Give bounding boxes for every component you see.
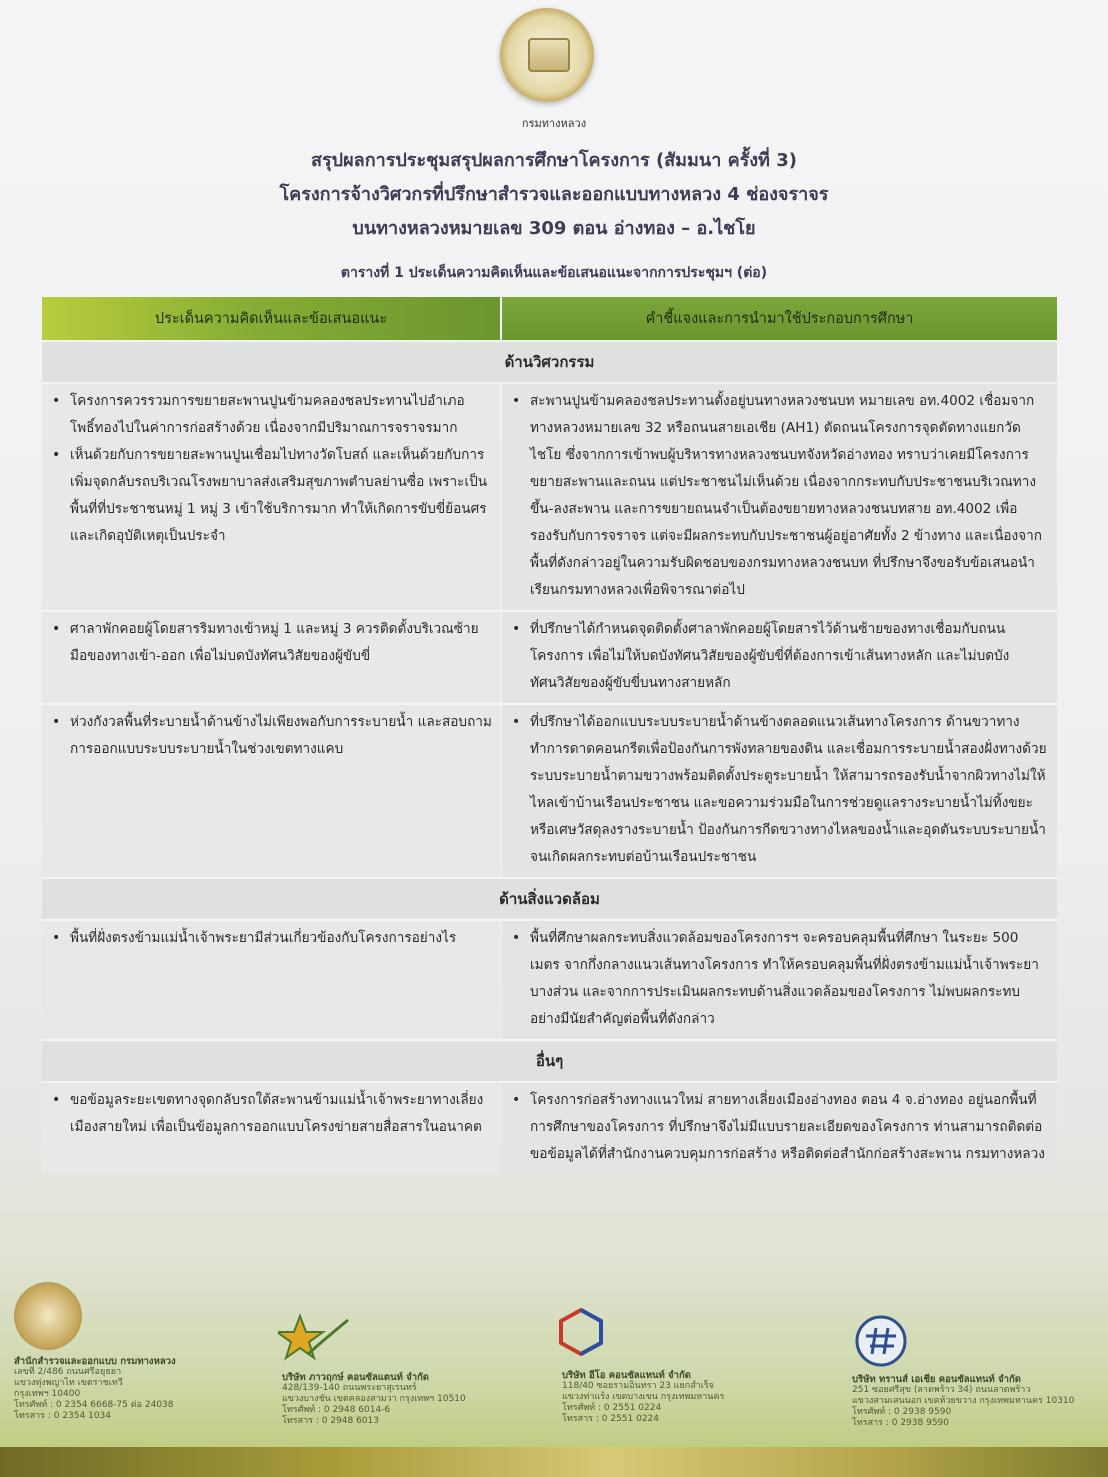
footer-gold-bar [0, 1447, 1108, 1477]
comment-cell [42, 921, 500, 1039]
table-header [42, 297, 1057, 340]
bullet: • [52, 1092, 61, 1108]
table-row [42, 1081, 1057, 1174]
org-name: กรมทางหลวง [521, 117, 587, 130]
company-name: บริษัท อีโอ คอนซัลแทนท์ จำกัด [562, 1370, 691, 1381]
bureau-seal-logo [14, 1282, 82, 1350]
company-name: บริษัท ภาวฤกษ์ คอนซัลแตนท์ จำกัด [282, 1372, 429, 1383]
trans-asia-logo [854, 1314, 908, 1368]
bullet: • [512, 714, 521, 730]
address-line: แขวงทุ่งพญาไท เขตราชเทวี [14, 1378, 123, 1388]
comments-table [42, 297, 1057, 1174]
comment-cell [42, 1083, 500, 1174]
response-cell [502, 705, 1057, 877]
table-row [42, 703, 1057, 877]
phone-line: โทรศัพท์ : 0 2354 6668-75 ต่อ 24038 [14, 1400, 174, 1410]
department-seal-logo [500, 8, 594, 102]
list-item [52, 388, 492, 442]
phone-line: โทรศัพท์ : 0 2938 9590 [852, 1407, 952, 1417]
bullet: • [512, 1092, 521, 1108]
list-item [512, 1087, 1049, 1168]
address-line: 428/139-140 ถนนพระยาสุเรนทร์ [282, 1383, 417, 1393]
consultant-contact [562, 1370, 724, 1425]
table-row [42, 382, 1057, 610]
comment-cell [42, 705, 500, 877]
bullet: • [52, 393, 61, 409]
address-line: เลขที่ 2/486 ถนนศรีอยุธยา [14, 1367, 122, 1377]
fax-line: โทรสาร : 0 2551 0224 [562, 1414, 659, 1424]
bullet: • [52, 447, 61, 463]
comment-text: เห็นด้วยกับการขยายสะพานปูนเชื่อมไปทางวัดโบสถ์ และเห็นด้วยกับการเพิ่มจุดกลับรถบริเวณโรงพยาบาลส่งเสริมสุขภาพตำบลย่านซื่อ เพราะเป็นพื้นที่ที่ประชาชนหมู่ 1 หมู่ 3 เข้าใช้บริการมาก ทำให้เกิดการขับขี่ย้อนศร และเกิดอุบัติเหตุเป็นประจำ [70, 447, 488, 544]
response-text: สะพานปูนข้ามคลองชลประทานตั้งอยู่บนทางหลวงชนบท หมายเลข อท.4002 เชื่อมจากทางหลวงหมายเลข 32 หรือถนนสายเอเชีย (AH1) ตัดถนนโครงการจุดตัดทางแยกวัดไชโย ซึ่งจากการเข้าพบผู้บริหารทางหลวงชนบทจังหวัดอ่างทอง ทราบว่าเคยมีโครงการขยายสะพานและถนน แต่ประชาชนไม่เห็นด้วย เนื่องจากกระทบกับประชาชนบริเวณทางขึ้น-ลงสะพาน และการขยายถนนจำเป็นต้องขยายทางหลวงชนบทสาย อท.4002 เพื่อรองรับกับการจราจร แต่จะมีผลกระทบกับประชาชนผู้อยู่อาศัยทั้ง 2 ข้างทาง และเนื่องจากพื้นที่ดังกล่าวอยู่ในความรับผิดชอบของกรมทางหลวงชนบท ที่ปรึกษาจึงขอรับข้อเสนอนำเรียนกรมทางหลวงเพื่อพิจารณาต่อไป [530, 393, 1043, 598]
list-item [52, 925, 492, 952]
column-header-responses: คำชี้แจงและการนำมาใช้ประกอบการศึกษา [502, 297, 1057, 340]
bullet: • [52, 714, 61, 730]
list-item [512, 925, 1049, 1033]
bureau-contact [14, 1356, 176, 1422]
address-line: แขวงสามเสนนอก เขตห้วยขวาง กรุงเทพมหานคร 10310 [852, 1396, 1075, 1406]
table-row [42, 919, 1057, 1039]
bullet: • [512, 621, 521, 637]
address-line: 251 ซอยศรีสุข (ลาดพร้าว 34) ถนนลาดพร้าว [852, 1385, 1031, 1395]
response-cell [502, 921, 1057, 1039]
address-line: 118/40 ซอยรามอินทรา 23 แยกสำเร็จ [562, 1381, 714, 1391]
bureau-name: สำนักสำรวจและออกแบบ กรมทางหลวง [14, 1356, 176, 1367]
response-text: ที่ปรึกษาได้ออกแบบระบบระบายน้ำด้านข้างตลอดแนวเส้นทางโครงการ ด้านขวาทาง ทำการดาดคอนกรีตเพื่อป้องกันการพังทลายของดิน และเชื่อมการระบายน้ำสองฝั่งทางด้วยระบบระบายน้ำตามขวางพร้อมติดตั้งประตูระบายน้ำ ให้สามารถรองรับน้ำจากผิวทางไม่ให้ไหลเข้าบ้านเรือนประชาชน และขอความร่วมมือในการช่วยดูแลรางระบายน้ำไม่ทิ้งขยะหรือเศษวัสดุลงรางระบายน้ำ ป้องกันการกีดขวางทางไหลของน้ำและอุดตันระบบระบายน้ำจนเกิดผลกระทบต่อบ้านเรือนประชาชน [530, 714, 1047, 865]
comment-cell [42, 612, 500, 703]
footer-contacts [0, 1280, 1108, 1440]
project-route: บนทางหลวงหมายเลข 309 ตอน อ่างทอง – อ.ไชโย [352, 218, 756, 239]
list-item [512, 616, 1049, 697]
bullet: • [512, 930, 521, 946]
document-title: สรุปผลการประชุมสรุปผลการศึกษาโครงการ (สัมมนา ครั้งที่ 3) [311, 150, 797, 171]
bullet: • [52, 621, 61, 637]
column-header-comments: ประเด็นความคิดเห็นและข้อเสนอแนะ [42, 297, 500, 340]
bullet: • [512, 393, 521, 409]
phone-line: โทรศัพท์ : 0 2948 6014-6 [282, 1405, 391, 1415]
fax-line: โทรสาร : 0 2938 9590 [852, 1418, 949, 1428]
project-name: โครงการจ้างวิศวกรที่ปรึกษาสำรวจและออกแบบทางหลวง 4 ช่องจราจร [279, 184, 829, 205]
star-logo [278, 1310, 350, 1370]
list-item [52, 616, 492, 670]
phone-line: โทรศัพท์ : 0 2551 0224 [562, 1403, 662, 1413]
list-item [512, 709, 1049, 871]
address-line: แขวงบางชัน เขตคลองสามวา กรุงเทพฯ 10510 [282, 1394, 466, 1404]
title-block [0, 144, 1108, 246]
response-text: ที่ปรึกษาได้กำหนดจุดติดตั้งศาลาพักคอยผู้โดยสารไว้ด้านซ้ายของทางเชื่อมกับถนนโครงการ เพื่อไม่ให้บดบังทัศนวิสัยของผู้ขับขี่ที่ต้องการเข้าเส้นทางหลัก และไม่บดบังทัศนวิสัยของผู้ขับขี่บนทางสายหลัก [530, 621, 1010, 691]
bullet: • [52, 930, 61, 946]
consultant-contact [852, 1374, 1074, 1429]
fax-line: โทรสาร : 0 2354 1034 [14, 1411, 111, 1421]
comment-text: พื้นที่ฝั่งตรงข้ามแม่น้ำเจ้าพระยามีส่วนเกี่ยวข้องกับโครงการอย่างไร [70, 930, 457, 946]
section-engineering: ด้านวิศวกรรม [42, 340, 1057, 382]
table-caption: ตารางที่ 1 ประเด็นความคิดเห็นและข้อเสนอแนะจากการประชุมฯ (ต่อ) [340, 265, 768, 281]
address-line: กรุงเทพฯ 10400 [14, 1389, 81, 1399]
response-cell [502, 384, 1057, 610]
table-row [42, 610, 1057, 703]
list-item [52, 442, 492, 550]
comment-text: ขอข้อมูลระยะเขตทางจุดกลับรถใต้สะพานข้ามแม่น้ำเจ้าพระยาทางเลี่ยงเมืองสายใหม่ เพื่อเป็นข้อมูลการออกแบบโครงข่ายสายสื่อสารในอนาคต [70, 1092, 484, 1135]
response-text: โครงการก่อสร้างทางแนวใหม่ สายทางเลี่ยงเมืองอ่างทอง ตอน 4 จ.อ่างทอง อยู่นอกพื้นที่การศึกษาของโครงการ ที่ปรึกษาจึงไม่มีแบบรายละเอียดของโครงการ ท่านสามารถติดต่อขอข้อมูลได้ที่สำนักงานควบคุมการก่อสร้าง หรือติดต่อสำนักก่อสร้างสะพาน กรมทางหลวง [530, 1092, 1045, 1162]
response-text: พื้นที่ศึกษาผลกระทบสิ่งแวดล้อมของโครงการฯ จะครอบคลุมพื้นที่ศึกษา ในระยะ 500 เมตร จากกึ่งกลางแนวเส้นทางโครงการ ทำให้ครอบคลุมพื้นที่ฝั่งตรงข้ามแม่น้ำเจ้าพระยาบางส่วน และจากการประเมินผลกระทบด้านสิ่งแวดล้อมของโครงการ ไม่พบผลกระทบอย่างมีนัยสำคัญต่อพื้นที่ดังกล่าว [530, 930, 1039, 1027]
comment-text: ศาลาพักคอยผู้โดยสารริมทางเข้าหมู่ 1 และหมู่ 3 ควรติดตั้งบริเวณซ้ายมือของทางเข้า-ออก เพื่อไม่บดบังทัศนวิสัยของผู้ขับขี่ [70, 621, 479, 664]
response-cell [502, 612, 1057, 703]
list-item [52, 709, 492, 763]
list-item [52, 1087, 492, 1141]
company-name: บริษัท ทรานส์ เอเชีย คอนซัลแทนท์ จำกัด [852, 1374, 1021, 1385]
comment-cell [42, 384, 500, 610]
consultant-contact [282, 1372, 466, 1427]
comment-text: ห่วงกังวลพื้นที่ระบายน้ำด้านข้างไม่เพียงพอกับการระบายน้ำ และสอบถามการออกแบบระบบระบายน้ำในช่วงเขตทางแคบ [70, 714, 492, 757]
comment-text: โครงการควรรวมการขยายสะพานปูนข้ามคลองชลประทานไปอำเภอโพธิ์ทองไปในค่าการก่อสร้างด้วย เนื่องจากมีปริมาณการจราจรมาก [70, 393, 465, 436]
section-other: อื่นๆ [42, 1039, 1057, 1081]
response-cell [502, 1083, 1057, 1174]
fax-line: โทรสาร : 0 2948 6013 [282, 1416, 379, 1426]
section-environment: ด้านสิ่งแวดล้อม [42, 877, 1057, 919]
list-item [512, 388, 1049, 604]
address-line: แขวงท่าแร้ง เขตบางเขน กรุงเทพมหานคร [562, 1392, 725, 1402]
eo-logo [558, 1308, 604, 1356]
